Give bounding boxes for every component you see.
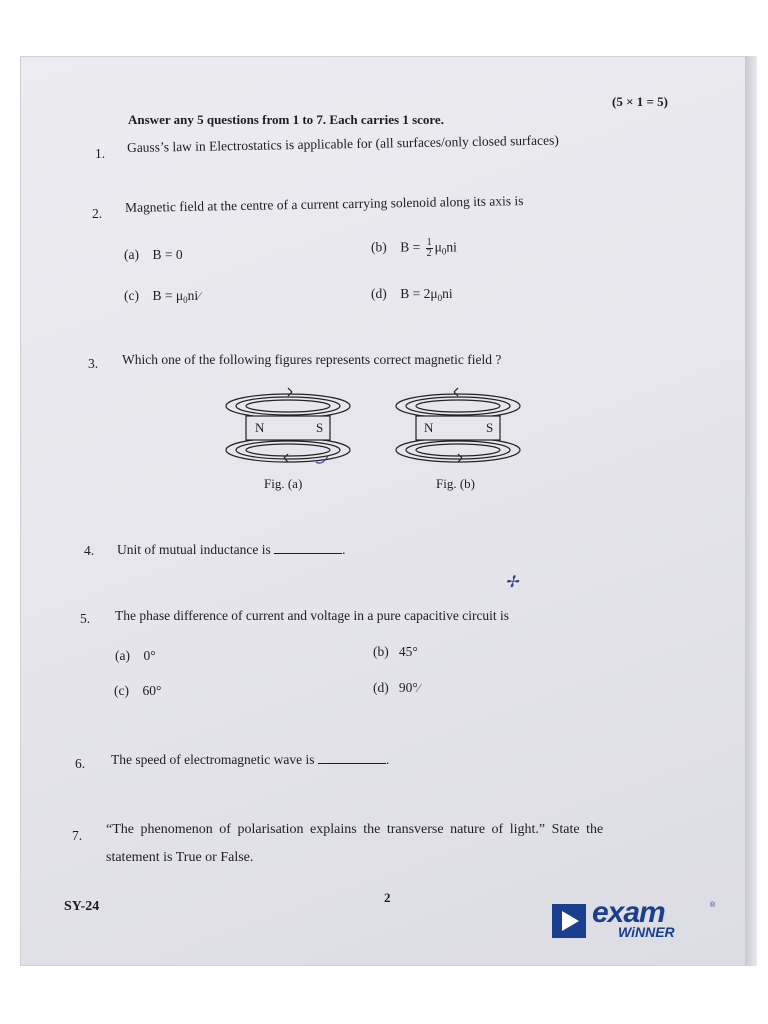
question-2-text: Magnetic field at the centre of a current carrying solenoid along its axis is — [124, 193, 524, 215]
instruction-text: Answer any 5 questions from 1 to 7. Each carries 1 score. — [128, 112, 444, 127]
option-value-prefix: B = — [152, 288, 176, 303]
pole-n-label: N — [424, 420, 434, 435]
question-6-suffix: . — [385, 752, 390, 767]
question-6-text — [111, 752, 389, 768]
logo-word-exam: exam — [592, 896, 665, 929]
pen-mark: ✢ — [505, 574, 519, 591]
fraction-denominator: 2 — [426, 248, 432, 259]
question-7-line-2: statement is True or False. — [106, 850, 254, 865]
option-value: 90° — [398, 680, 418, 695]
option-value-suffix: ni — [442, 286, 453, 301]
option-label: (c) — [114, 683, 129, 698]
question-6-stem: The speed of electromagnetic wave is — [111, 752, 315, 767]
figure-a-caption: Fig. (a) — [264, 476, 303, 491]
play-icon — [552, 904, 586, 938]
logo-word-winner: WiNNER — [618, 924, 675, 940]
pole-s-label: S — [316, 420, 324, 435]
option-label: (d) — [373, 680, 389, 695]
pen-tick-mark: ∕ — [198, 289, 201, 303]
option-label: (c) — [124, 288, 139, 303]
option-label: (b) — [371, 239, 387, 255]
registered-mark: ® — [710, 902, 716, 909]
question-4-suffix: . — [342, 542, 346, 557]
exam-winner-logo — [552, 896, 722, 944]
option-d — [373, 680, 420, 696]
mu-symbol: μ — [175, 288, 184, 303]
option-a — [115, 648, 156, 664]
option-c — [124, 288, 200, 305]
option-value-suffix: ni — [446, 239, 457, 255]
option-value: 60° — [142, 683, 162, 698]
question-4-text — [117, 542, 345, 558]
question-number: 1. — [95, 146, 106, 161]
magnet-figure-b — [388, 382, 528, 474]
mu-subscript: 0 — [441, 246, 447, 257]
answer-blank — [318, 753, 386, 764]
question-7-line-1: “The phenomenon of polarisation explains the transverse nature of light.” State the — [106, 822, 604, 837]
option-label: (a) — [124, 247, 139, 262]
question-5-text: The phase difference of current and voltage in a pure capacitive circuit is — [115, 608, 510, 623]
mu-subscript: 0 — [183, 295, 188, 305]
question-number: 3. — [88, 356, 99, 371]
option-label: (d) — [371, 286, 387, 301]
option-label: (a) — [115, 648, 130, 663]
option-d — [371, 286, 453, 303]
question-number: 5. — [80, 611, 91, 626]
option-b — [371, 238, 457, 259]
option-value: 0° — [143, 648, 156, 663]
mu-symbol: μ — [430, 286, 438, 301]
option-value: B = 0 — [152, 247, 183, 262]
question-number: 7. — [72, 828, 83, 843]
question-1-text: Gauss’s law in Electrostatics is applicable for (all surfaces/only closed surfaces) — [126, 132, 559, 155]
option-value-prefix: B = 2 — [400, 286, 431, 301]
fraction — [426, 238, 433, 259]
paper-code: SY-24 — [64, 899, 100, 914]
fraction-numerator: 1 — [426, 237, 432, 248]
mu-symbol: μ — [434, 239, 442, 255]
option-a — [124, 247, 183, 263]
option-value-suffix: ni — [187, 288, 199, 303]
question-3-text: Which one of the following figures represents correct magnetic field ? — [122, 352, 502, 367]
page-number: 2 — [384, 890, 391, 905]
option-label: (b) — [373, 644, 389, 659]
answer-blank — [274, 543, 342, 554]
option-b — [373, 644, 418, 660]
option-value-prefix: B = — [400, 239, 424, 255]
pole-s-label: S — [486, 420, 494, 435]
pole-n-label: N — [255, 420, 265, 435]
figure-b-caption: Fig. (b) — [436, 476, 475, 491]
question-number: 2. — [92, 206, 103, 221]
question-number: 4. — [84, 543, 95, 558]
pen-tick-mark: ∕ — [417, 681, 420, 695]
option-value: 45° — [398, 644, 418, 659]
question-4-stem: Unit of mutual inductance is — [117, 542, 271, 557]
magnet-figure-a — [218, 382, 358, 474]
score-formula: (5 × 1 = 5) — [612, 94, 668, 109]
option-c — [114, 683, 161, 699]
question-number: 6. — [75, 756, 86, 771]
mu-subscript: 0 — [437, 293, 443, 303]
